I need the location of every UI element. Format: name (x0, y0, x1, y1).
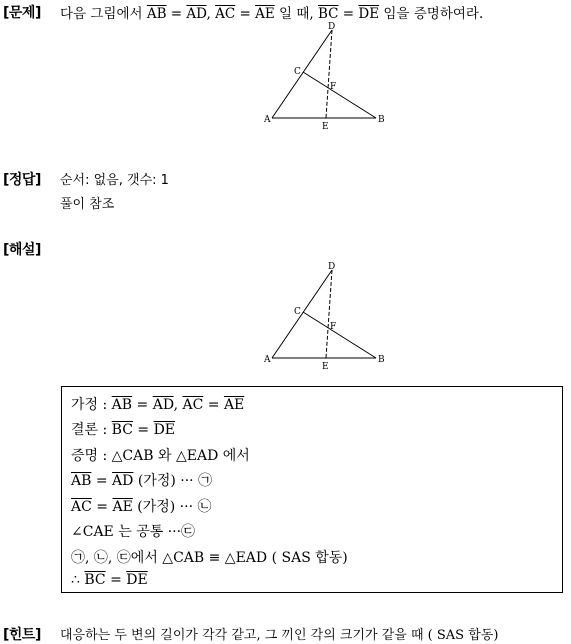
label-c: C (294, 307, 301, 317)
proof-step-note: (가정) ··· ㉡ (132, 499, 212, 515)
line-ad (272, 270, 332, 358)
line-ad (272, 30, 332, 118)
segment-bc: $\overline{BC}$ (84, 572, 106, 588)
proof-line-step-3: ∠CAE 는 공통 ···㉢ (71, 524, 196, 540)
label-a: A (264, 355, 271, 365)
label-d: D (328, 22, 336, 32)
label-e: E (322, 122, 329, 132)
label-a: A (264, 115, 271, 125)
proof-line-step-2 (71, 496, 212, 516)
proof-line-step-1 (71, 470, 212, 490)
segment-ab: $\overline{AB}$ (111, 397, 133, 413)
segment-ae: $\overline{AE}$ (112, 499, 133, 515)
section-label-explanation: [해설] (3, 242, 41, 258)
therefore-symbol: ∴ (71, 572, 85, 588)
proof-line-conclusion (71, 419, 175, 439)
label-e: E (322, 362, 329, 372)
segment-de: $\overline{DE}$ (153, 422, 176, 438)
geometry-figure-problem (262, 22, 392, 132)
segment-ab: $\overline{AB}$ (71, 473, 92, 489)
label-f: F (330, 82, 337, 92)
proof-step-note: (가정) ··· ㉠ (133, 473, 213, 489)
answer-line-1: 순서: 없음, 갯수: 1 (60, 173, 169, 188)
problem-text-1: 다음 그림에서 (60, 6, 147, 22)
label-b: B (378, 355, 385, 365)
segment-de: $\overline{DE}$ (358, 6, 380, 22)
label-f: F (330, 322, 337, 332)
segment-bc: $\overline{BC}$ (111, 422, 133, 438)
equals-sign: = (235, 6, 256, 22)
proof-line-congruence: ㉠, ㉡, ㉢에서 △CAB ≡ △EAD ( SAS 합동) (71, 550, 348, 566)
label-b: B (378, 115, 385, 125)
equals-sign: = (91, 473, 113, 489)
line-de (326, 270, 332, 358)
equals-sign: = (132, 397, 153, 413)
equals-sign: = (338, 6, 359, 22)
equals-sign: = (91, 499, 113, 515)
equals-sign: = (105, 572, 127, 588)
proof-line-therefore (71, 572, 148, 588)
segment-ad: $\overline{AD}$ (152, 397, 174, 413)
segment-ae: $\overline{AE}$ (255, 6, 275, 22)
proof-prefix: 결론 : (71, 422, 112, 438)
geometry-figure-explanation (262, 262, 392, 372)
hint-text: 대응하는 두 변의 길이가 각각 같고, 그 끼인 각의 크기가 같을 때 ( SAS 합동) (60, 628, 499, 643)
segment-ab: $\overline{AB}$ (146, 6, 167, 22)
segment-ac: $\overline{AC}$ (215, 6, 236, 22)
label-d: D (328, 262, 336, 272)
proof-prefix: 가정 : (71, 397, 112, 413)
line-cb (303, 312, 376, 358)
label-c: C (294, 67, 301, 77)
segment-bc: $\overline{BC}$ (317, 6, 339, 22)
separator: , (206, 6, 216, 22)
answer-line-2: 풀이 참조 (60, 197, 115, 212)
segment-ac: $\overline{AC}$ (182, 397, 204, 413)
section-label-problem: [문제] (3, 5, 41, 21)
equals-sign: = (132, 422, 154, 438)
problem-text-2: 일 때, (274, 6, 318, 22)
line-cb (303, 72, 376, 118)
proof-line-assumption (71, 394, 244, 414)
proof-box (61, 386, 563, 593)
problem-statement (60, 2, 483, 22)
separator: , (173, 397, 183, 413)
segment-ac: $\overline{AC}$ (71, 499, 92, 515)
equals-sign: = (166, 6, 187, 22)
problem-text-3: 임을 증명하여라. (379, 6, 484, 22)
segment-ad: $\overline{AD}$ (186, 6, 207, 22)
segment-ad: $\overline{AD}$ (112, 473, 134, 489)
line-de (326, 30, 332, 118)
proof-line-proof-start: 증명 : △CAB 와 △EAD 에서 (71, 448, 250, 464)
segment-ae: $\overline{AE}$ (223, 397, 245, 413)
section-label-hint: [힌트] (3, 627, 41, 643)
section-label-answer: [정답] (3, 172, 41, 188)
segment-de: $\overline{DE}$ (126, 572, 148, 588)
equals-sign: = (203, 397, 224, 413)
